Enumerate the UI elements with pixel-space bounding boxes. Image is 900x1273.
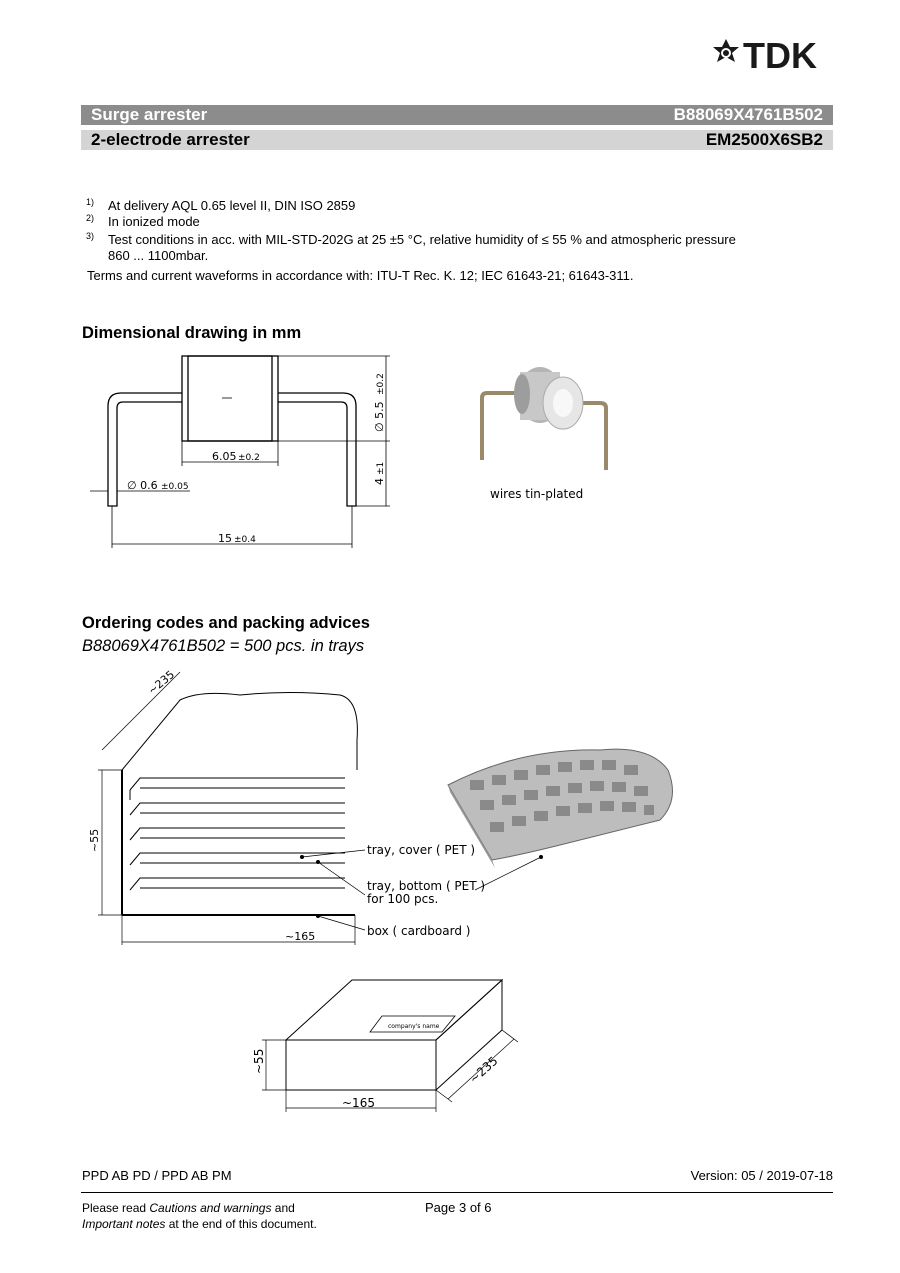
dim-wire-tol: ±0.05 bbox=[161, 482, 189, 492]
footnote-3 bbox=[86, 231, 736, 248]
tray-labels bbox=[88, 668, 485, 943]
footnote-3-text: Test conditions in acc. with MIL-STD-202G at 25 ±5 °C, relative humidity of ≤ 55 % and atmospheric pressure bbox=[108, 232, 736, 247]
footnote-2-text: In ionized mode bbox=[108, 214, 200, 229]
footer-divider bbox=[81, 1192, 833, 1193]
ordering-title: Ordering codes and packing advices bbox=[82, 614, 370, 632]
footnote-1-num: 1) bbox=[86, 197, 95, 207]
footer-note bbox=[82, 1200, 317, 1232]
tray-dim-55: ~55 bbox=[88, 828, 101, 852]
part-number: B88069X4761B502 bbox=[673, 105, 823, 124]
box-labels bbox=[252, 1023, 501, 1110]
label-tray-bottom: tray, bottom ( PET ) bbox=[367, 879, 486, 893]
footnote-1-text: At delivery AQL 0.65 level II, DIN ISO 2859 bbox=[108, 198, 356, 213]
dimensional-title: Dimensional drawing in mm bbox=[82, 324, 302, 342]
tray-dim-165: ~165 bbox=[285, 930, 316, 943]
footer-note-cautions: Cautions and warnings bbox=[149, 1201, 272, 1215]
terms-text: Terms and current waveforms in accordance with: ITU-T Rec. K. 12; IEC 61643-21; 61643-311. bbox=[87, 268, 634, 283]
footnote-3-num: 3) bbox=[86, 231, 95, 241]
dim-diam: ∅ 5.5 bbox=[373, 401, 386, 432]
box-dim-55: ~55 bbox=[252, 1048, 266, 1074]
footer-note-important: Important notes bbox=[82, 1217, 166, 1231]
dimension-lines bbox=[90, 356, 390, 548]
dim-body-len: 6.05 bbox=[212, 450, 237, 463]
dim-body-tol: ±0.2 bbox=[238, 453, 260, 463]
tdk-logo bbox=[708, 36, 836, 74]
box-drawing bbox=[0, 970, 900, 1120]
ordering-subtitle: B88069X4761B502 = 500 pcs. in trays bbox=[82, 637, 365, 655]
footer-page-number: Page 3 of 6 bbox=[425, 1200, 492, 1215]
footnote-2 bbox=[86, 213, 200, 230]
dim-lead-tol: ±1 bbox=[376, 461, 386, 475]
label-tray-bottom-count: for 100 pcs. bbox=[367, 892, 439, 906]
tray-drawing bbox=[0, 660, 900, 960]
box-company-name: company's name bbox=[388, 1023, 440, 1030]
dim-span: 15 bbox=[218, 532, 232, 545]
footnote-3-cont: 860 ... 1100mbar. bbox=[108, 248, 209, 263]
tdk-logo-text: TDK bbox=[743, 36, 817, 74]
tray-dim-235: ~235 bbox=[145, 667, 178, 698]
header-bar-type bbox=[81, 130, 833, 150]
photo-caption: wires tin-plated bbox=[490, 487, 584, 501]
dim-span-tol: ±0.4 bbox=[234, 535, 256, 545]
footer-note-e: at the end of this document. bbox=[165, 1217, 317, 1231]
arrester-photo bbox=[482, 367, 606, 470]
header-bar-product bbox=[81, 105, 833, 125]
dim-diam-tol: ±0.2 bbox=[376, 373, 386, 395]
footnote-1 bbox=[86, 197, 356, 214]
label-tray-cover: tray, cover ( PET ) bbox=[367, 843, 476, 857]
product-name: Surge arrester bbox=[91, 105, 208, 124]
dim-wire: ∅ 0.6 bbox=[127, 479, 158, 492]
footer-left: PPD AB PD / PPD AB PM bbox=[82, 1168, 232, 1183]
product-type: 2-electrode arrester bbox=[91, 130, 250, 149]
box-dim-165: ~165 bbox=[342, 1096, 375, 1110]
dim-lead-len: 4 bbox=[373, 478, 386, 485]
tray-photo bbox=[448, 749, 673, 868]
footer-note-a: Please read bbox=[82, 1201, 150, 1215]
label-box: box ( cardboard ) bbox=[367, 924, 471, 938]
footer-version: Version: 05 / 2019-07-18 bbox=[690, 1168, 833, 1183]
tray-stack-outline bbox=[122, 693, 357, 916]
footer-note-c: and bbox=[271, 1201, 295, 1215]
box-dim-235: ~235 bbox=[466, 1053, 501, 1087]
product-code: EM2500X6SB2 bbox=[705, 130, 823, 149]
dimensional-drawing bbox=[0, 340, 900, 570]
tdk-emblem-icon bbox=[713, 39, 739, 62]
footnote-2-num: 2) bbox=[86, 213, 95, 223]
